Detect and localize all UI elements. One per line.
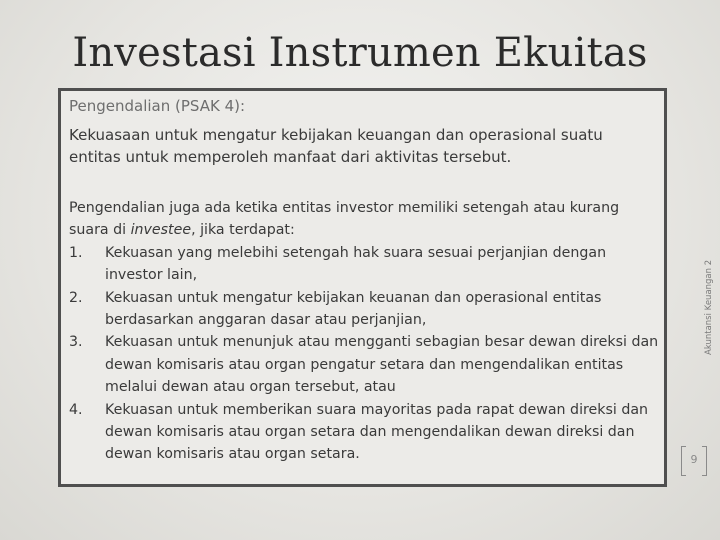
intro-text-after: , jika terdapat: bbox=[191, 222, 295, 239]
page-number-badge bbox=[681, 446, 707, 476]
section-heading: Pengendalian (PSAK 4): bbox=[69, 97, 246, 115]
list-item-text: Kekuasan untuk mengatur kebijakan keuanan dan operasional entitas berdasarkan anggaran dasar atau perjanjian, bbox=[105, 289, 602, 329]
list-item-text: Kekuasan yang melebihi setengah hak suara sesuai perjanjian dengan investor lain, bbox=[105, 244, 607, 284]
list-item-number: 4. bbox=[69, 401, 83, 418]
slide-title: Investasi Instrumen Ekuitas bbox=[72, 30, 648, 76]
conditions-intro bbox=[69, 197, 661, 242]
list-item-text: Kekuasan untuk menunjuk atau mengganti sebagian besar dewan direksi dan dewan komisaris atau organ pengatur setara dan mengendalikan entitas melalui dewan atau organ tersebut, atau bbox=[105, 334, 659, 396]
list-item bbox=[69, 242, 661, 287]
page-number: 9 bbox=[690, 453, 698, 466]
intro-text-before: Pengendalian juga ada ketika entitas investor memiliki setengah atau kurang suara di bbox=[69, 200, 620, 239]
list-item-text: Kekuasan untuk memberikan suara mayoritas pada rapat dewan direksi dan dewan komisaris atau organ setara dan mengendalikan dewan direksi dan dewan komisaris atau organ setara. bbox=[105, 401, 649, 463]
right-bracket-icon bbox=[702, 446, 707, 476]
course-side-label: Akuntansi Keuangan 2 bbox=[704, 259, 714, 355]
list-item-number: 1. bbox=[69, 244, 83, 261]
conditions-list bbox=[69, 242, 661, 466]
list-item bbox=[69, 331, 661, 398]
definition-paragraph: Kekuasaan untuk mengatur kebijakan keuangan dan operasional suatu entitas untuk memperoleh manfaat dari aktivitas tersebut. bbox=[69, 126, 603, 166]
list-item-number: 2. bbox=[69, 289, 83, 306]
intro-text-italic: investee bbox=[130, 222, 192, 239]
control-conditions bbox=[69, 197, 661, 466]
list-item bbox=[69, 399, 661, 466]
list-item bbox=[69, 287, 661, 332]
list-item-number: 3. bbox=[69, 334, 83, 351]
content-box bbox=[58, 88, 667, 487]
